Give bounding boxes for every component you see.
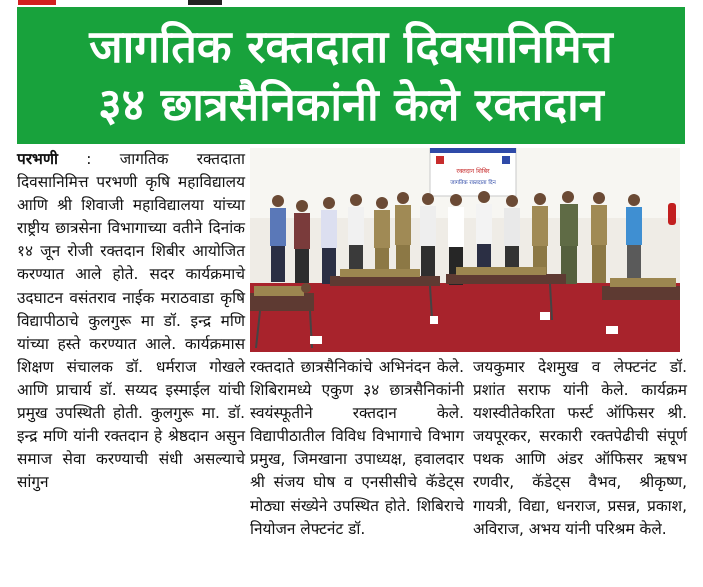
article-column-3: जयकुमार देशमुख व लेफ्टनंट डॉ. प्रशांत सराफ यांनी केले. कार्यक्रम यशस्वीतेकरिता फर्स्ट ऑफिसर श्री. जयपूरकर, सरकारी रक्तपेढीची संपूर्ण पथक आणि अंडर ऑफिसर ऋषभ रणवीर, कॅडेट्स वैभव, श्रीकृष्ण, गायत्री, विद्या, धनराज, प्रसन्न, प्रकाश, अविराज, अभय यांनी परिश्रम केले. <box>473 358 687 538</box>
camp-banner <box>430 148 516 196</box>
headline-line-2: ३४ छात्रसैनिकांनी केले रक्तदान <box>98 77 604 131</box>
svg-text:जागतिक रक्तदाता दिन: जागतिक रक्तदाता दिन <box>450 180 496 186</box>
article-column-1 <box>17 148 245 494</box>
blood-donation-camp-photo <box>250 148 680 352</box>
headline-line-1: जागतिक रक्तदाता दिवसानिमित्त <box>89 19 613 73</box>
svg-text:रक्तदान शिबिर: रक्तदान शिबिर <box>456 168 490 175</box>
dark-marker <box>188 0 222 5</box>
news-photo <box>250 148 680 352</box>
top-strip <box>0 0 703 6</box>
column-1-text: : जागतिक रक्तदाता दिवसानिमित्त परभणी कृषि महाविद्यालय आणि श्री शिवाजी महाविद्यालया यांच्या राष्ट्रीय छात्रसेना विभागाच्या वतीने दिनांक १४ जून रोजी रक्तदान शिबीर आयोजित करण्यात आले होते. सदर कार्यक्रमाचे उदघाटन वसंतराव नाईक मराठवाडा कृषि विद्यापीठाचे कुलगुरू मा डॉ. इन्द्र मणि यांच्या हस्ते करण्यात आले. कार्यक्रमास शिक्षण संचालक डॉ. धर्मराज गोखले आणि प्राचार्य डॉ. सय्यद इस्माईल यांची प्रमुख उपस्थिती होती. कुलगुरू मा. डॉ. इन्द्र मणि यांनी रक्तदान हे श्रेष्ठदान असुन समाज सेवा करण्याची संधी असल्याचे सांगुन <box>17 150 245 492</box>
dateline: परभणी <box>17 150 58 168</box>
red-marker <box>18 0 56 5</box>
article-column-2: रक्तदाते छात्रसैनिकांचे अभिनंदन केले. शिबिरामध्ये एकुण ३४ छात्रसैनिकांनी स्वयंस्फूतीने रक्तदान केले. विद्यापीठातील विविध विभागाचे विभाग प्रमुख, जिमखाना उपाध्यक्ष, हवालदार श्री संजय घोष व एनसीसीचे कॅडेट्स मोठ्या संख्येने उपस्थित होते. शिबिराचे नियोजन लेफ्टनंट डॉ. <box>250 358 464 538</box>
headline-banner <box>17 7 685 144</box>
